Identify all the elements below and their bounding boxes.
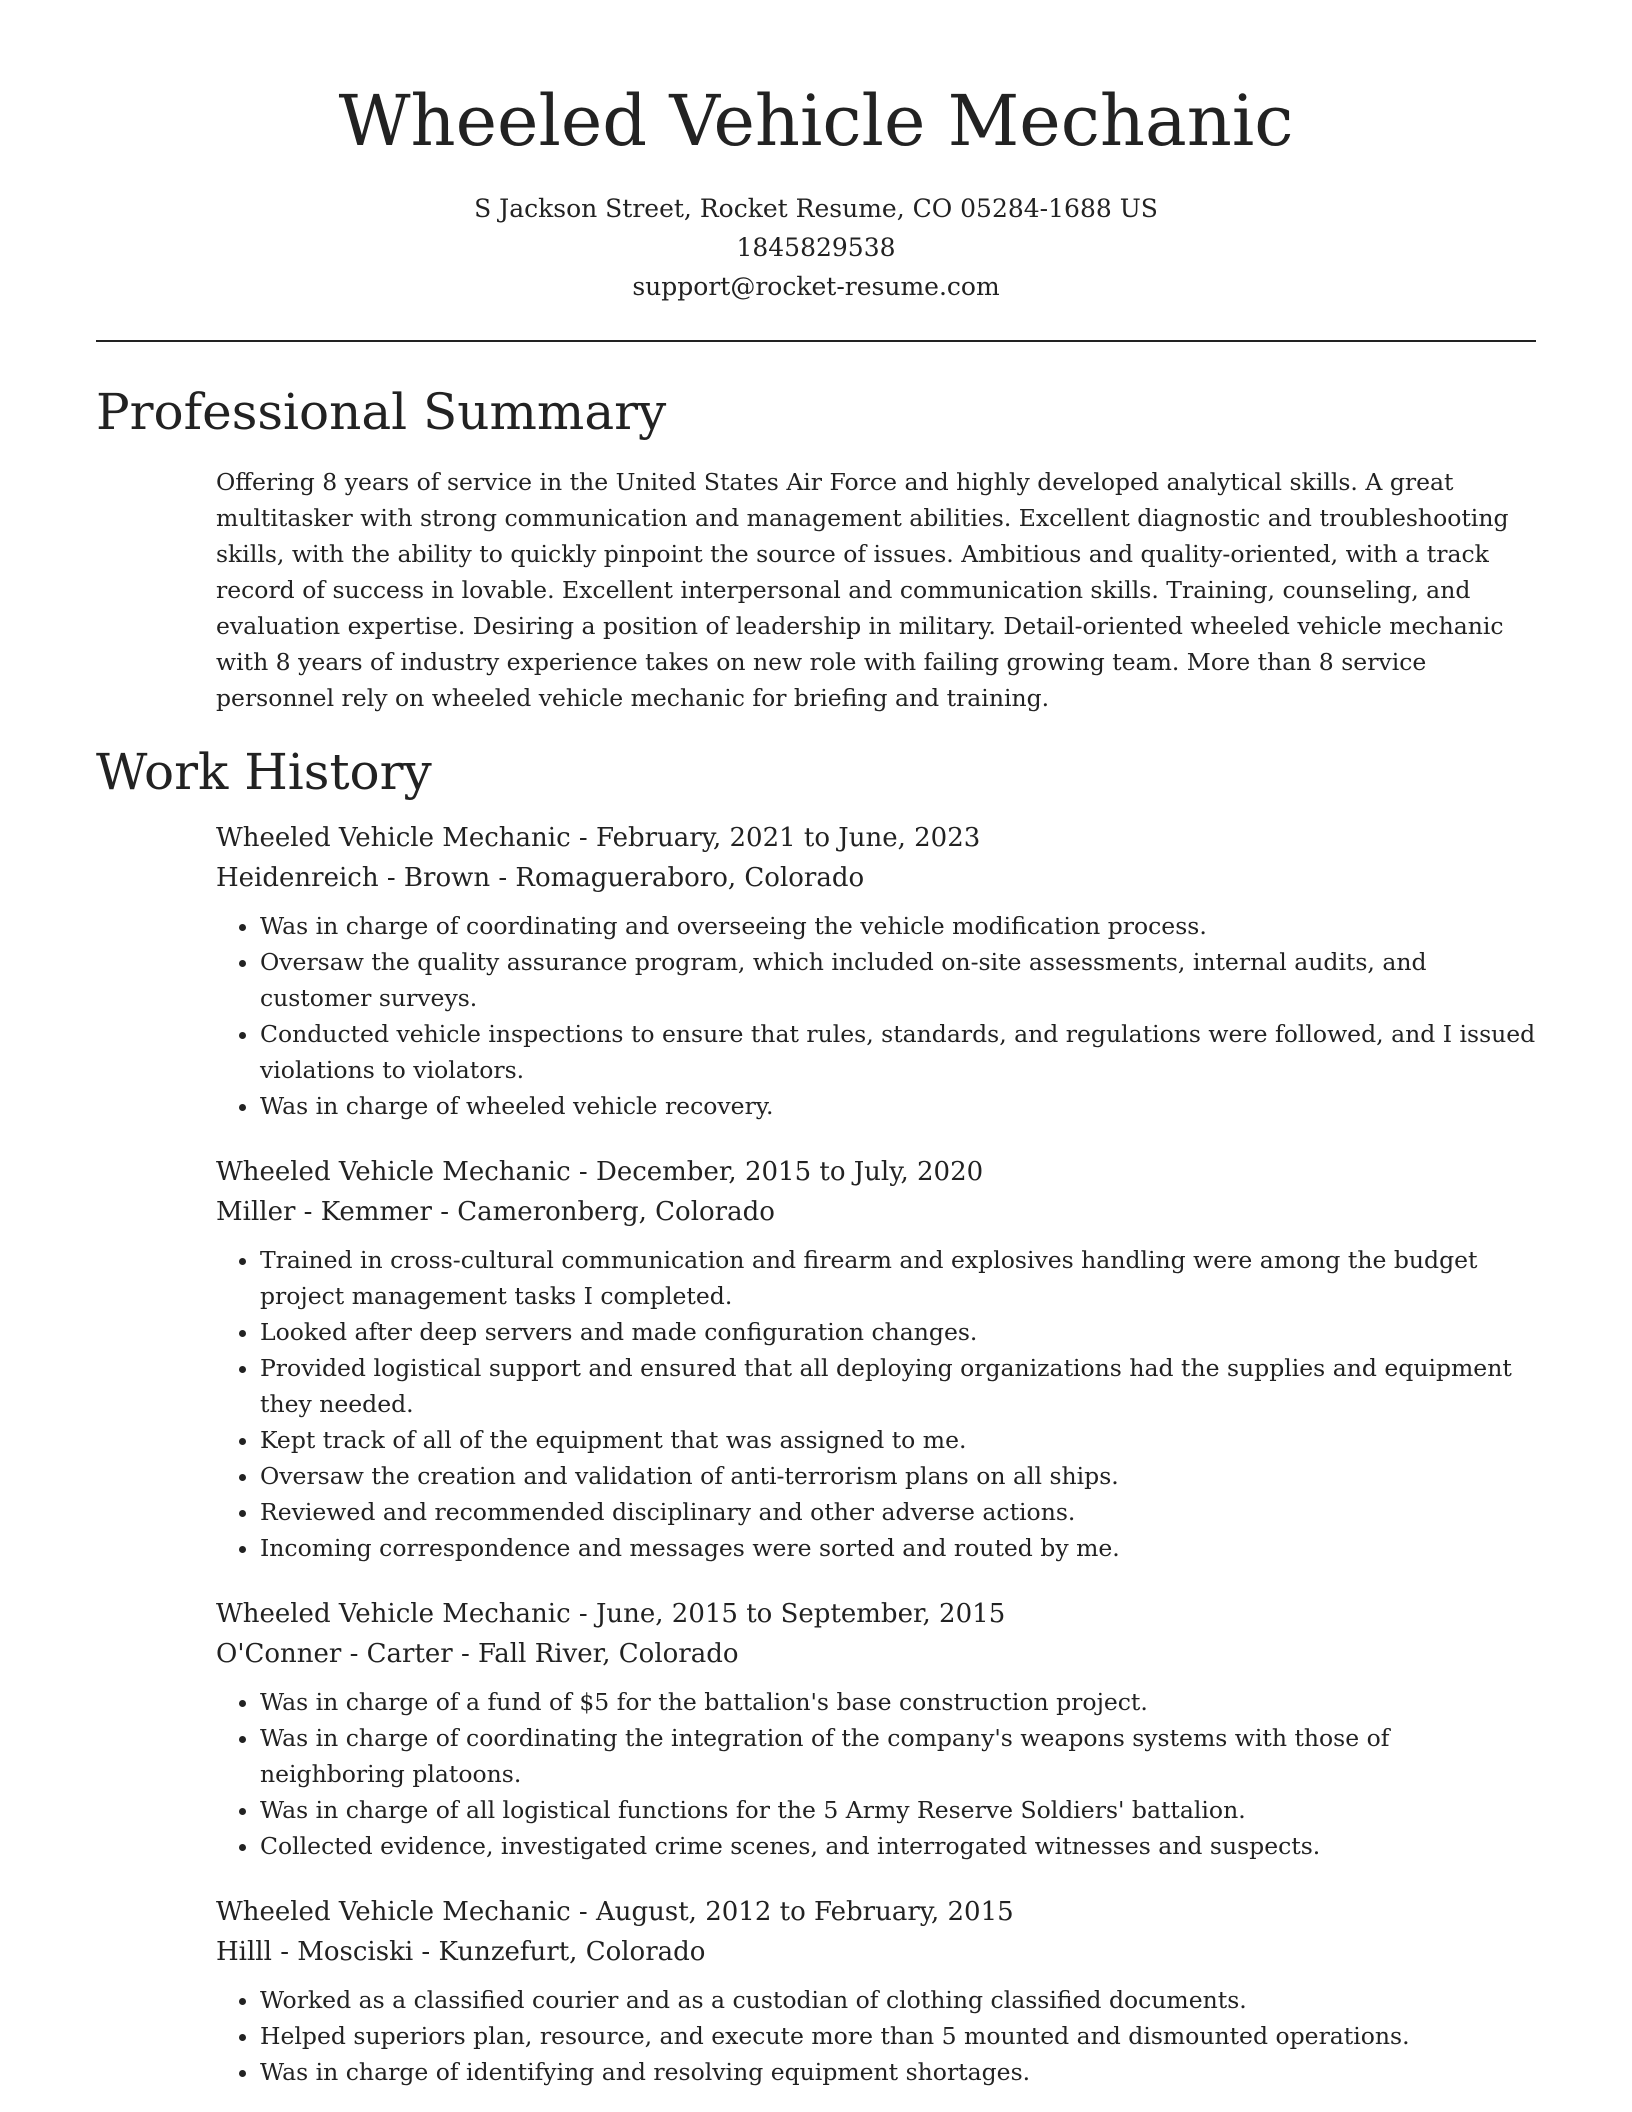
duty-item: • Oversaw the creation and validation of anti-terrorism plans on all ships.	[260, 1458, 1536, 1494]
duty-item: • Looked after deep servers and made configuration changes.	[260, 1314, 1536, 1350]
job-location: - Romagueraboro, Colorado	[490, 862, 865, 893]
job-dates: - December, 2015 to July, 2020	[570, 1156, 984, 1187]
duty-item: • Provided logistical support and ensured that all deploying organizations had the supplies and equipment they needed.	[260, 1350, 1536, 1422]
job-location: - Fall River, Colorado	[452, 1638, 739, 1669]
candidate-name: Wheeled Vehicle Mechanic	[338, 80, 1294, 162]
duty-item: • Conducted vehicle inspections to ensure that rules, standards, and regulations were followed, and I issued violations to violators.	[260, 1016, 1536, 1088]
job-company: O'Conner - Carter	[216, 1638, 453, 1669]
summary-text: Offering 8 years of service in the United States Air Force and highly developed analytical skills. A great multitasker with strong communication and management abilities. Excellent diagnostic and troubleshooting skills, with the ability to quickly pinpoint the source of issues. Ambitious and quality-oriented, with a track record of success in lovable. Excellent interpersonal and communication skills. Training, counseling, and evaluation expertise. Desiring a position of leadership in military. Detail-oriented wheeled vehicle mechanic with 8 years of industry experience takes on new role with failing growing team. More than 8 service personnel rely on wheeled vehicle mechanic for briefing and training.	[216, 467, 1509, 712]
contact-phone: 1845829538	[736, 232, 896, 262]
duty-item: • Was in charge of coordinating and overseeing the vehicle modification process.	[260, 908, 1536, 944]
duty-item: • Was in charge of all logistical functions for the 5 Army Reserve Soldiers' battalion.	[260, 1792, 1536, 1828]
work-history-heading: Work History	[96, 742, 432, 801]
job-company-line	[216, 858, 1536, 898]
job-title-line	[216, 1594, 1536, 1634]
contact-block	[0, 189, 1632, 306]
job-role: Wheeled Vehicle Mechanic	[216, 1896, 571, 1927]
job-role: Wheeled Vehicle Mechanic	[216, 822, 571, 853]
duty-item: • Trained in cross-cultural communication and firearm and explosives handling were among the budget project management tasks I completed.	[260, 1242, 1536, 1314]
summary-heading: Professional Summary	[96, 382, 667, 441]
job-entry	[216, 1594, 1536, 1864]
job-company-line	[216, 1634, 1536, 1674]
duty-item: • Oversaw the quality assurance program, which included on-site assessments, internal audits, and customer surveys.	[260, 944, 1536, 1016]
job-title-line	[216, 1892, 1536, 1932]
job-entry	[216, 818, 1536, 1124]
job-company: Heidenreich - Brown	[216, 862, 491, 893]
job-duties	[216, 908, 1536, 1124]
resume-header	[0, 0, 1632, 306]
job-company-line	[216, 1932, 1536, 1972]
job-duties	[216, 1242, 1536, 1566]
job-role: Wheeled Vehicle Mechanic	[216, 1598, 571, 1629]
contact-address: S Jackson Street, Rocket Resume, CO 05284-1688 US	[474, 193, 1158, 223]
duty-item: • Worked as a classified courier and as a custodian of clothing classified documents.	[260, 1982, 1536, 2018]
job-company: Hilll - Mosciski	[216, 1936, 414, 1967]
job-dates: - June, 2015 to September, 2015	[570, 1598, 1006, 1629]
job-dates: - February, 2021 to June, 2023	[570, 822, 981, 853]
header-divider	[96, 340, 1536, 342]
contact-email: support@rocket-resume.com	[632, 271, 1000, 301]
job-title-line	[216, 818, 1536, 858]
duty-item: • Collected evidence, investigated crime scenes, and interrogated witnesses and suspects.	[260, 1828, 1536, 1864]
job-duties	[216, 1982, 1536, 2090]
duty-item: • Was in charge of a fund of $5 for the battalion's base construction project.	[260, 1684, 1536, 1720]
duty-item: • Was in charge of wheeled vehicle recovery.	[260, 1088, 1536, 1124]
job-company-line	[216, 1192, 1536, 1232]
duty-item: • Helped superiors plan, resource, and execute more than 5 mounted and dismounted operations.	[260, 2018, 1536, 2054]
job-entry	[216, 1152, 1536, 1566]
duty-item: • Incoming correspondence and messages were sorted and routed by me.	[260, 1530, 1536, 1566]
duty-item: • Was in charge of identifying and resolving equipment shortages.	[260, 2054, 1536, 2090]
duty-item: • Reviewed and recommended disciplinary and other adverse actions.	[260, 1494, 1536, 1530]
job-company: Miller - Kemmer	[216, 1196, 432, 1227]
duty-item: • Was in charge of coordinating the integration of the company's weapons systems with those of neighboring platoons.	[260, 1720, 1536, 1792]
job-role: Wheeled Vehicle Mechanic	[216, 1156, 571, 1187]
job-duties	[216, 1684, 1536, 1864]
duty-item: • Kept track of all of the equipment that was assigned to me.	[260, 1422, 1536, 1458]
job-entry	[216, 1892, 1536, 2090]
job-dates: - August, 2012 to February, 2015	[570, 1896, 1014, 1927]
job-title-line	[216, 1152, 1536, 1192]
job-location: - Cameronberg, Colorado	[431, 1196, 775, 1227]
job-location: - Kunzefurt, Colorado	[413, 1936, 706, 1967]
